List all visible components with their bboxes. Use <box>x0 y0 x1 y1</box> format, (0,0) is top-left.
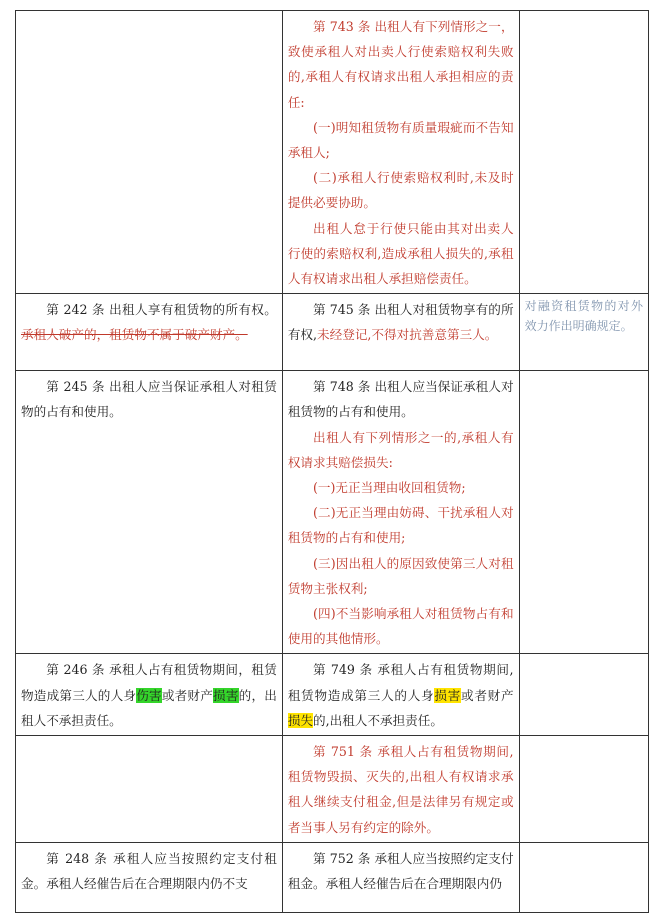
paragraph: 出租人怠于行使只能由其对出卖人行使的索赔权利,造成承租人损失的,承租人有权请求出租人承担赔偿责任。 <box>287 220 514 287</box>
table-cell-note <box>519 294 648 371</box>
table-cell-new <box>282 294 519 371</box>
paragraph: (四)不当影响承租人对租赁物占有和使用的其他情形。 <box>287 606 514 647</box>
paragraph: 出租人有下列情形之一的,承租人有权请求其赔偿损失: <box>287 429 514 470</box>
paragraph: 第 743 条 出租人有下列情形之一，致使承租人对出卖人行使索赔权利失败的,承租人有权请求出租人承担相应的责任: <box>287 19 514 110</box>
table-cell-old <box>16 654 283 736</box>
paragraph: 第 246 条 承租人占有租赁物期间，租赁物造成第三人的人身伤害或者财产损害的，出租人不承担责任。 <box>21 662 277 728</box>
table-cell-old <box>16 842 283 912</box>
table-cell-note-empty <box>519 842 648 912</box>
table-cell-note-empty <box>519 736 648 843</box>
text-run: 第 242 条 出租人享有租赁物的所有权。 <box>46 302 277 318</box>
paragraph <box>21 297 277 347</box>
highlight-yellow: 损失 <box>287 712 314 728</box>
highlight-green: 损害 <box>213 687 239 703</box>
table-row <box>16 371 649 654</box>
table-row <box>16 654 649 736</box>
table-cell-new <box>282 654 519 736</box>
paragraph: (三)因出租人的原因致使第三人对租赁物主张权利; <box>287 555 514 596</box>
added-text: 未经登记,不得对抗善意第三人。 <box>317 327 498 343</box>
table-row <box>16 11 649 294</box>
paragraph <box>288 297 514 347</box>
paragraph: 第 749 条 承租人占有租赁物期间,租赁物造成第三人的人身损害或者财产损失的,出租人不承担责任。 <box>287 662 514 728</box>
table-cell-note-empty <box>519 654 648 736</box>
table-row <box>16 736 649 843</box>
table-row <box>16 842 649 912</box>
table-cell-old-empty <box>16 11 283 294</box>
note-text: 对融资租赁物的对外效力作出明确规定。 <box>524 299 643 333</box>
table-cell-old <box>16 294 283 371</box>
paragraph: (一)无正当理由收回租赁物; <box>313 480 466 496</box>
highlight-yellow: 损害 <box>434 687 462 703</box>
table-cell-note-empty <box>519 11 648 294</box>
paragraph: 第 751 条 承租人占有租赁物期间,租赁物毁损、灭失的,出租人有权请求承租人继续支付租金,但是法律另有规定或者当事人另有约定的除外。 <box>287 744 514 835</box>
paragraph: 第 248 条 承租人应当按照约定支付租金。承租人经催告后在合理期限内仍不支 <box>21 850 277 892</box>
comparison-table <box>15 10 649 913</box>
paragraph: (二)承租人行使索赔权利时,未及时提供必要协助。 <box>287 170 514 211</box>
paragraph: (二)无正当理由妨碍、干扰承租人对租赁物的占有和使用; <box>287 505 514 546</box>
table-cell-note-empty <box>519 371 648 654</box>
paragraph: 第 748 条 出租人应当保证承租人对租赁物的占有和使用。 <box>287 379 514 420</box>
paragraph: 第 245 条 出租人应当保证承租人对租赁物的占有和使用。 <box>21 379 277 420</box>
deleted-text: 承租人破产的，租赁物不属于破产财产。 <box>21 327 248 343</box>
table-cell-new <box>282 371 519 654</box>
table-cell-new <box>282 842 519 912</box>
highlight-green: 伤害 <box>136 687 162 703</box>
table-cell-old-empty <box>16 736 283 843</box>
table-row <box>16 294 649 371</box>
paragraph: (一)明知租赁物有质量瑕疵而不告知承租人; <box>287 119 514 161</box>
table-cell-new <box>282 736 519 843</box>
table-cell-old <box>16 371 283 654</box>
text-run: 第 745 条 出租人对租赁物享有的所有权, <box>287 302 514 343</box>
table-cell-new <box>282 11 519 294</box>
paragraph: 第 752 条 承租人应当按照约定支付租金。承租人经催告后在合理期限内仍 <box>287 850 514 892</box>
